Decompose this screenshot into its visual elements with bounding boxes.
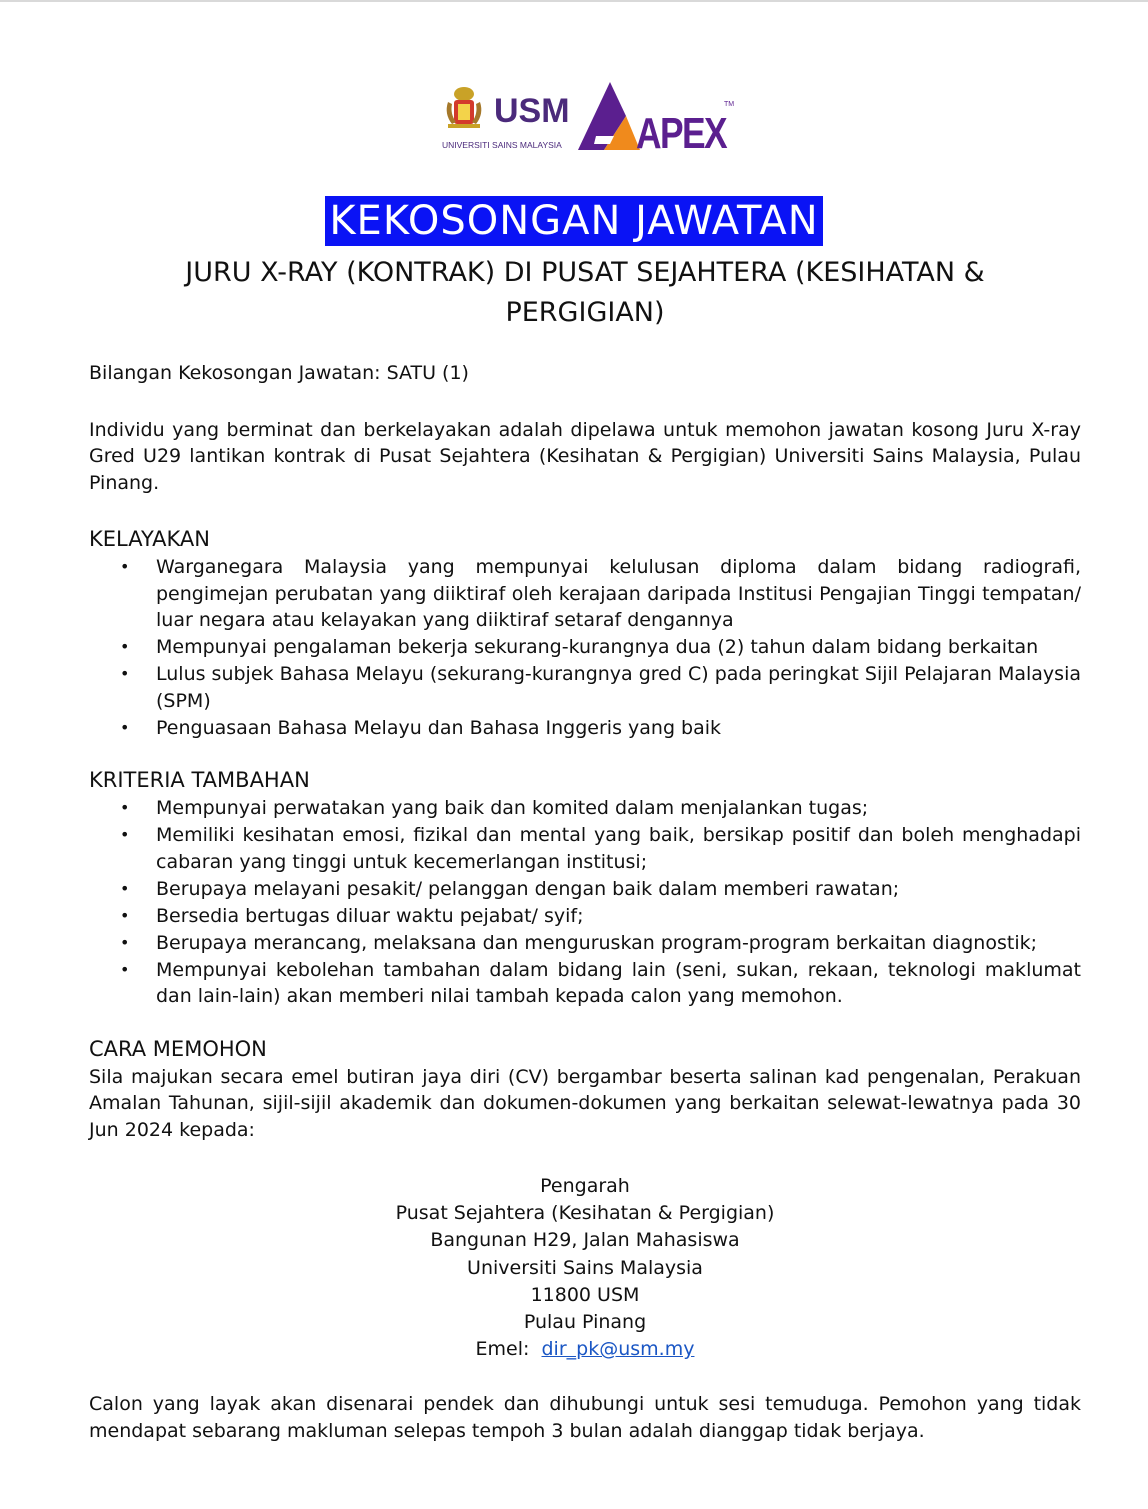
list-item: • Berupaya merancang, melaksana dan menguruskan program-program berkaitan diagnostik; <box>89 930 1081 957</box>
intro-paragraph: Individu yang berminat dan berkelayakan adalah dipelawa untuk memohon jawatan kosong Juru X-ray Gred U29 lantikan kontrak di Pusat Sejahtera (Kesihatan & Pergigian) Universiti Sains Malaysia, Pulau Pinang. <box>89 418 1081 494</box>
additional-criteria-section <box>89 765 1081 1010</box>
list-item: • Lulus subjek Bahasa Melayu (sekurang-kurangnya gred C) pada peringkat Sijil Pelajaran Malaysia (SPM) <box>89 661 1081 714</box>
additional-criteria-title: KRITERIA TAMBAHAN <box>89 768 310 792</box>
how-to-apply-section <box>89 1034 1081 1144</box>
page-title: KEKOSONGAN JAWATAN <box>325 196 822 246</box>
list-item: • Warganegara Malaysia yang mempunyai kelulusan diploma dalam bidang radiografi, pengimejan perubatan yang diiktiraf oleh kerajaan daripada Institusi Pengajian Tinggi tempatan/ luar negara atau kelayakan yang diiktiraf setaraf dengannya <box>89 554 1081 634</box>
how-to-apply-title: CARA MEMOHON <box>89 1036 267 1061</box>
header-logos <box>440 78 740 158</box>
list-item: • Penguasaan Bahasa Melayu dan Bahasa Inggeris yang baik <box>89 715 1081 742</box>
address-line: Bangunan H29, Jalan Mahasiswa <box>430 1229 740 1252</box>
closing-paragraph: Calon yang layak akan disenarai pendek dan dihubungi untuk sesi temuduga. Pemohon yang tidak mendapat sebarang makluman selepas tempoh 3 bulan adalah dianggap tidak berjaya. <box>89 1393 1081 1442</box>
how-to-apply-text: Sila majukan secara emel butiran jaya diri (CV) bergambar beserta salinan kad pengenalan, Perakuan Amalan Tahunan, sijil-sijil akademik dan dokumen-dokumen yang berkaitan selewat-lewatnya pada 30 Jun 2024 kepada: <box>89 1065 1081 1141</box>
address-line: Universiti Sains Malaysia <box>467 1256 703 1279</box>
list-item: • Mempunyai perwatakan yang baik dan komited dalam menjalankan tugas; <box>89 795 1081 822</box>
qualifications-section <box>89 524 1081 741</box>
list-item: • Berupaya melayani pesakit/ pelanggan dengan baik dalam memberi rawatan; <box>89 876 1081 903</box>
email-link[interactable]: dir_pk@usm.my <box>541 1338 695 1361</box>
list-item: • Mempunyai pengalaman bekerja sekurang-kurangnya dua (2) tahun dalam bidang berkaitan <box>89 634 1081 661</box>
email-line <box>89 1336 1081 1363</box>
top-border <box>0 0 1148 2</box>
address-line: Pusat Sejahtera (Kesihatan & Pergigian) <box>395 1202 775 1225</box>
apex-trademark: TM <box>724 101 735 108</box>
address-line: Pulau Pinang <box>523 1311 647 1334</box>
additional-criteria-list <box>89 795 1081 1010</box>
apex-logo <box>574 80 738 158</box>
list-item: • Mempunyai kebolehan tambahan dalam bidang lain (seni, sukan, rekaan, teknologi maklumat dan lain-lain) akan memberi nilai tambah kepada calon yang memohon. <box>89 957 1081 1010</box>
usm-logo <box>440 78 570 154</box>
apex-triangle-icon <box>578 82 640 150</box>
mailing-address <box>89 1173 1081 1363</box>
usm-caption: UNIVERSITI SAINS MALAYSIA <box>442 140 562 150</box>
address-line: Pengarah <box>540 1175 630 1197</box>
qualifications-list <box>89 554 1081 741</box>
document-body <box>89 360 1081 1444</box>
list-item: • Memiliki kesihatan emosi, fizikal dan mental yang baik, bersikap positif dan boleh menghadapi cabaran yang tinggi untuk kecemerlangan institusi; <box>89 822 1081 875</box>
list-item: • Bersedia bertugas diluar waktu pejabat/ syif; <box>89 903 1081 930</box>
address-line: 11800 USM <box>530 1283 640 1306</box>
heading-container <box>0 196 1148 246</box>
usm-wordmark: USM <box>494 92 570 130</box>
vacancy-count: Bilangan Kekosongan Jawatan: SATU (1) <box>89 362 469 384</box>
crest-icon <box>447 87 482 128</box>
job-title: JURU X-RAY (KONTRAK) DI PUSAT SEJAHTERA (KESIHATAN & PERGIGIAN) <box>185 257 985 328</box>
apex-wordmark: APEX <box>636 109 728 158</box>
email-label: Emel: <box>475 1338 530 1361</box>
qualifications-title: KELAYAKAN <box>89 527 210 551</box>
